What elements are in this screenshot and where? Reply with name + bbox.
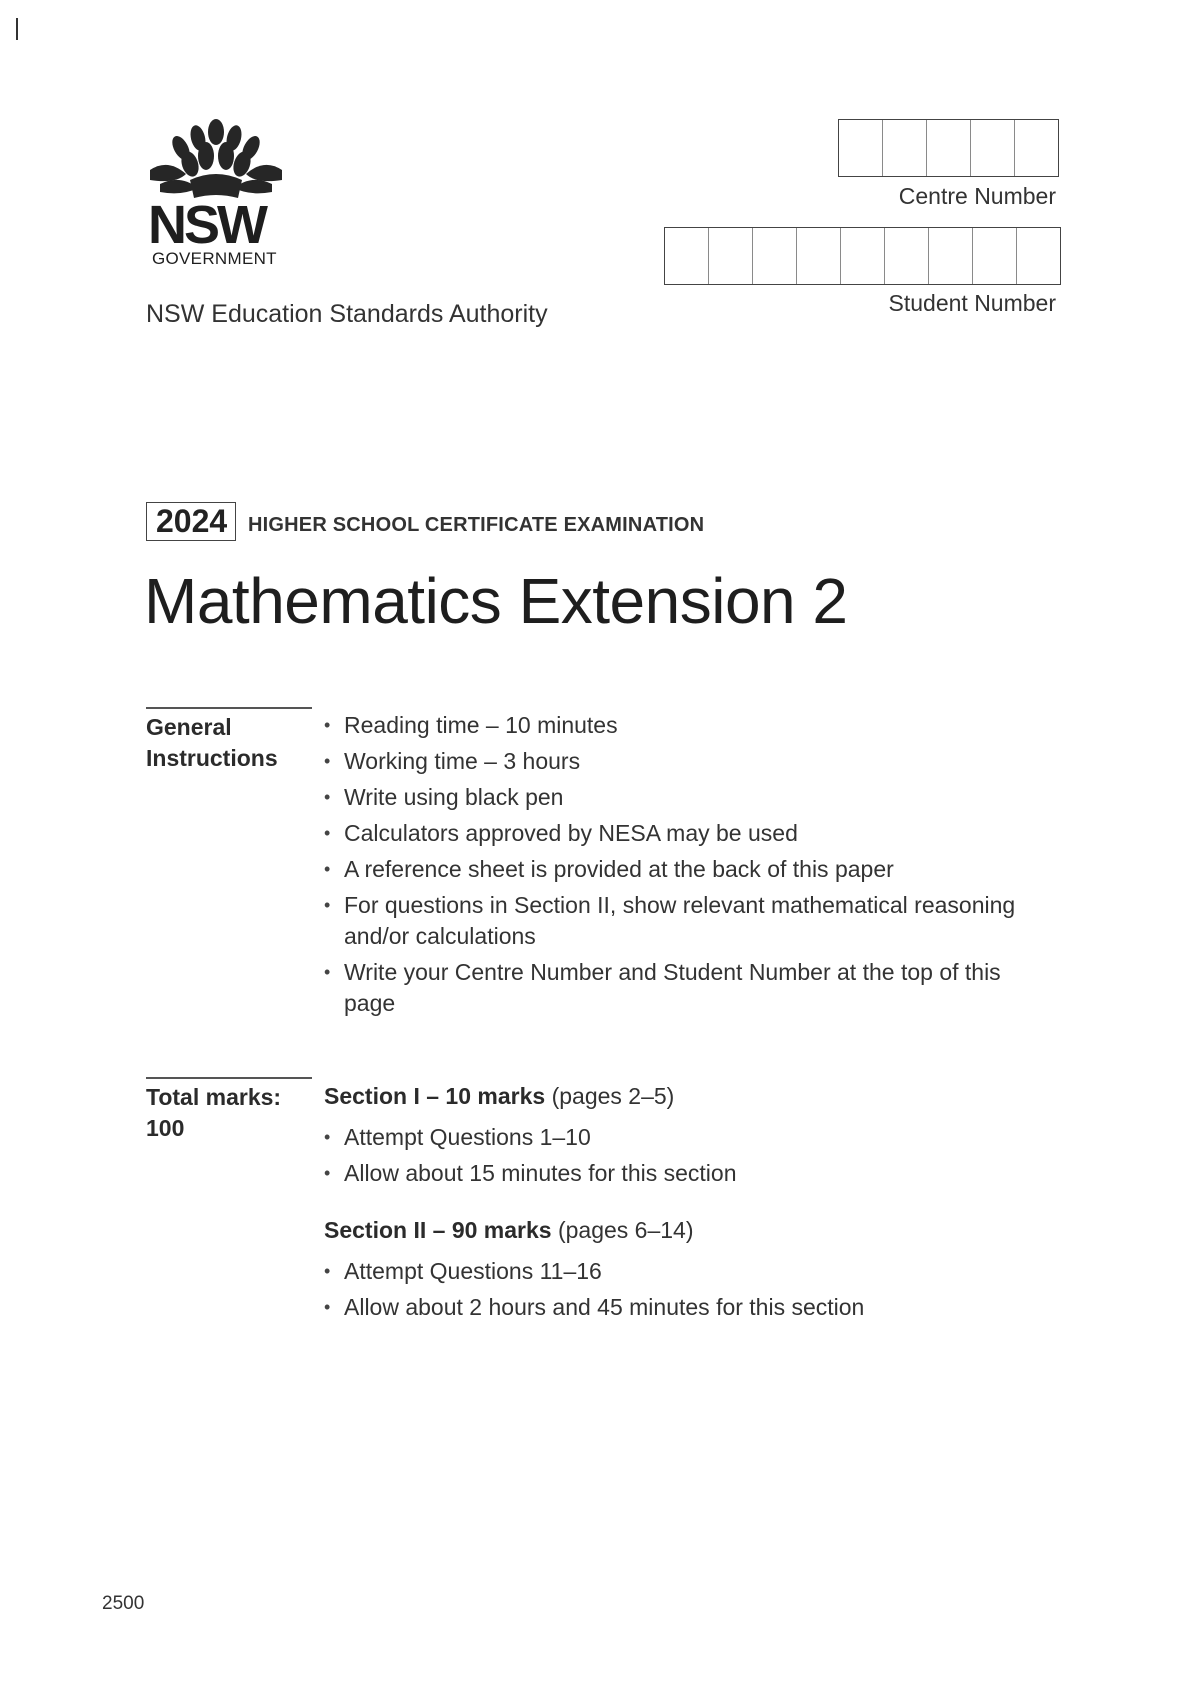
- student-number-boxes[interactable]: [664, 227, 1061, 285]
- logo-wordmark: NSW: [148, 195, 265, 255]
- student-number-box[interactable]: [753, 228, 797, 284]
- scan-mark: [16, 18, 18, 40]
- centre-number-box[interactable]: [927, 120, 971, 176]
- logo-subtext: GOVERNMENT: [152, 249, 277, 268]
- exam-name: HIGHER SCHOOL CERTIFICATE EXAMINATION: [248, 514, 705, 536]
- list-item: • A reference sheet is provided at the back of this paper: [324, 854, 1064, 885]
- subject-title: Mathematics Extension 2: [144, 565, 848, 637]
- section-heading: [324, 1215, 1064, 1246]
- general-instructions-label: [146, 712, 278, 774]
- paper-code: 2500: [102, 1593, 145, 1614]
- list-item: • Allow about 2 hours and 45 minutes for this section: [324, 1292, 1064, 1323]
- section-pages: (pages 6–14): [557, 1217, 694, 1243]
- authority-name: NSW Education Standards Authority: [146, 300, 548, 328]
- label-line: General: [146, 714, 232, 740]
- centre-number-box[interactable]: [971, 120, 1015, 176]
- nsw-government-logo: [146, 118, 291, 268]
- student-number-box[interactable]: [709, 228, 753, 284]
- label-line: Total marks:: [146, 1084, 282, 1110]
- section-2: [324, 1215, 1064, 1328]
- centre-number-box[interactable]: [883, 120, 927, 176]
- centre-number-boxes[interactable]: [838, 119, 1059, 177]
- student-number-label: Student Number: [888, 290, 1056, 316]
- student-number-box[interactable]: [929, 228, 973, 284]
- section-title: Section I – 10 marks: [324, 1083, 546, 1109]
- centre-number-label: Centre Number: [898, 183, 1056, 209]
- list-item: • Attempt Questions 11–16: [324, 1256, 1064, 1287]
- divider-rule: [146, 1077, 312, 1079]
- exam-year: 2024: [146, 502, 236, 541]
- section-1: [324, 1081, 1064, 1194]
- section-heading: [324, 1081, 1064, 1112]
- list-item: • Calculators approved by NESA may be used: [324, 818, 1064, 849]
- list-item: • Write using black pen: [324, 782, 1064, 813]
- total-marks-value: 100: [146, 1115, 185, 1141]
- total-marks-label: [146, 1082, 281, 1144]
- centre-number-box[interactable]: [1015, 120, 1058, 176]
- student-number-box[interactable]: [797, 228, 841, 284]
- divider-rule: [146, 707, 312, 709]
- list-item: • Write your Centre Number and Student Number at the top of this page: [324, 957, 1024, 1019]
- student-number-box[interactable]: [973, 228, 1017, 284]
- section-pages: (pages 2–5): [551, 1083, 675, 1109]
- instructions-list: [324, 710, 1064, 1024]
- waratah-flower-icon: [146, 118, 286, 200]
- list-item: • Allow about 15 minutes for this section: [324, 1158, 1064, 1189]
- list-item: • For questions in Section II, show relevant mathematical reasoning and/or calculations: [324, 890, 1064, 952]
- section-items: [324, 1256, 1064, 1323]
- list-item: • Reading time – 10 minutes: [324, 710, 1064, 741]
- student-number-box[interactable]: [841, 228, 885, 284]
- list-item: • Attempt Questions 1–10: [324, 1122, 1064, 1153]
- list-item: • Working time – 3 hours: [324, 746, 1064, 777]
- section-title: Section II – 90 marks: [324, 1217, 552, 1243]
- centre-number-box[interactable]: [839, 120, 883, 176]
- student-number-box[interactable]: [1017, 228, 1060, 284]
- student-number-box[interactable]: [885, 228, 929, 284]
- section-items: [324, 1122, 1064, 1189]
- label-line: Instructions: [146, 745, 278, 771]
- student-number-box[interactable]: [665, 228, 709, 284]
